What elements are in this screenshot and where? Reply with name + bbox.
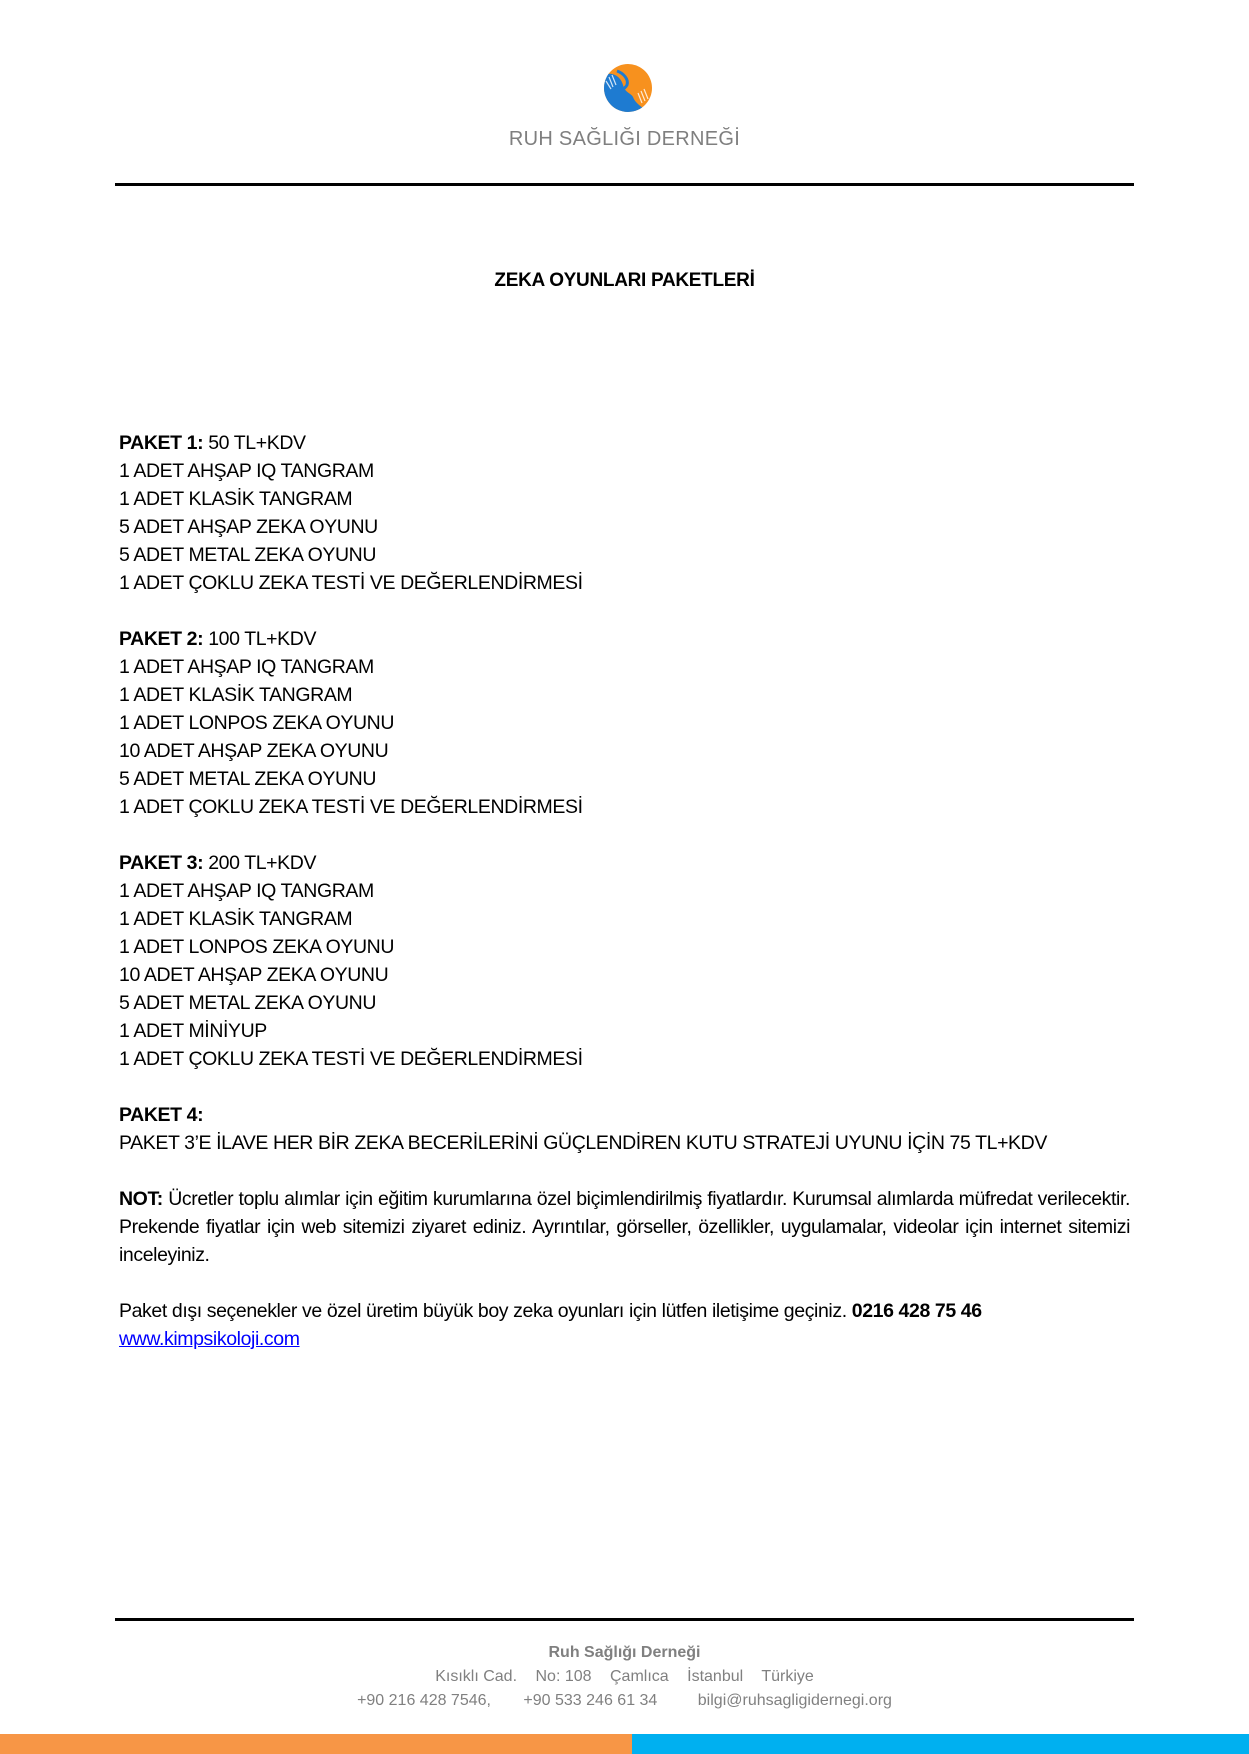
package-item: 5 ADET AHŞAP ZEKA OYUNU <box>119 516 378 538</box>
note-label: NOT: <box>119 1188 163 1210</box>
footer-phone-2: +90 533 246 61 34 <box>523 1692 658 1709</box>
contact-text: Paket dışı seçenekler ve özel üretim büyük boy zeka oyunları için lütfen iletişime geçiniz. <box>119 1300 852 1322</box>
package-price: 200 TL+KDV <box>203 852 317 874</box>
package-item: 5 ADET METAL ZEKA OYUNU <box>119 544 377 566</box>
package-label: PAKET 4: <box>119 1104 204 1126</box>
package-heading <box>119 625 1130 653</box>
package-3 <box>119 849 1130 1073</box>
package-item: 1 ADET ÇOKLU ZEKA TESTİ VE DEĞERLENDİRMESİ <box>119 796 583 818</box>
note-paragraph <box>119 1185 1130 1269</box>
package-label: PAKET 1: <box>119 432 204 454</box>
footer-bar-blue <box>632 1734 1249 1754</box>
package-item: 1 ADET ÇOKLU ZEKA TESTİ VE DEĞERLENDİRMESİ <box>119 572 583 594</box>
note-text: Ücretler toplu alımlar için eğitim kurumlarına özel biçimlendirilmiş fiyatlardır. Kurumsal alımlarda müfredat verilecektir. Prekende fiyatlar için web sitemizi ziyaret ediniz. Ayrıntılar, görseller, özellikler, uygulamalar, videolar için internet sitemizi inceleyiniz. <box>119 1188 1130 1266</box>
contact-phone: 0216 428 75 46 <box>851 1300 982 1322</box>
contact-paragraph <box>119 1297 1130 1353</box>
package-item: 1 ADET AHŞAP IQ TANGRAM <box>119 460 374 482</box>
org-header-name: RUH SAĞLIĞI DERNEĞİ <box>508 128 741 150</box>
footer-country: Türkiye <box>761 1668 814 1685</box>
footer-divider <box>115 1618 1134 1621</box>
footer-number: No: 108 <box>535 1668 592 1685</box>
footer <box>0 1641 1249 1713</box>
package-item: 1 ADET AHŞAP IQ TANGRAM <box>119 880 374 902</box>
package-item: 1 ADET KLASİK TANGRAM <box>119 684 353 706</box>
package-price: 50 TL+KDV <box>203 432 306 454</box>
package-item: PAKET 3’E İLAVE HER BİR ZEKA BECERİLERİNİ GÜÇLENDİREN KUTU STRATEJİ UYUNU İÇİN 75 TL+KDV <box>119 1132 1047 1154</box>
package-price: 100 TL+KDV <box>203 628 317 650</box>
package-item: 5 ADET METAL ZEKA OYUNU <box>119 992 377 1014</box>
package-item: 1 ADET KLASİK TANGRAM <box>119 908 353 930</box>
hands-circle-logo-icon <box>603 63 653 113</box>
package-item: 1 ADET AHŞAP IQ TANGRAM <box>119 656 374 678</box>
package-1 <box>119 429 1130 597</box>
package-heading <box>119 849 1130 877</box>
document-title: ZEKA OYUNLARI PAKETLERİ <box>494 270 755 291</box>
footer-street: Kısıklı Cad. <box>435 1668 518 1685</box>
organization-logo <box>603 63 653 113</box>
package-4 <box>119 1101 1130 1157</box>
package-label: PAKET 3: <box>119 852 204 874</box>
package-item: 1 ADET ÇOKLU ZEKA TESTİ VE DEĞERLENDİRMESİ <box>119 1048 583 1070</box>
package-2 <box>119 625 1130 821</box>
package-item: 1 ADET LONPOS ZEKA OYUNU <box>119 936 395 958</box>
footer-address <box>0 1665 1249 1689</box>
footer-contacts <box>0 1689 1249 1713</box>
package-heading <box>119 1101 1130 1129</box>
footer-org-name: Ruh Sağlığı Derneği <box>548 1644 701 1661</box>
footer-district: Çamlıca <box>609 1668 669 1685</box>
footer-phone-1: +90 216 428 7546, <box>357 1692 491 1709</box>
footer-bar-orange <box>0 1734 632 1754</box>
header-divider <box>115 183 1134 186</box>
document-body <box>119 429 1130 1381</box>
footer-city: İstanbul <box>687 1668 744 1685</box>
package-item: 1 ADET LONPOS ZEKA OYUNU <box>119 712 395 734</box>
package-item: 1 ADET MİNİYUP <box>119 1020 267 1042</box>
package-label: PAKET 2: <box>119 628 204 650</box>
footer-email[interactable]: bilgi@ruhsagligidernegi.org <box>697 1692 892 1709</box>
website-link[interactable]: www.kimpsikoloji.com <box>119 1328 300 1350</box>
package-item: 10 ADET AHŞAP ZEKA OYUNU <box>119 740 389 762</box>
package-heading <box>119 429 1130 457</box>
package-item: 1 ADET KLASİK TANGRAM <box>119 488 353 510</box>
package-item: 5 ADET METAL ZEKA OYUNU <box>119 768 377 790</box>
package-item: 10 ADET AHŞAP ZEKA OYUNU <box>119 964 389 986</box>
